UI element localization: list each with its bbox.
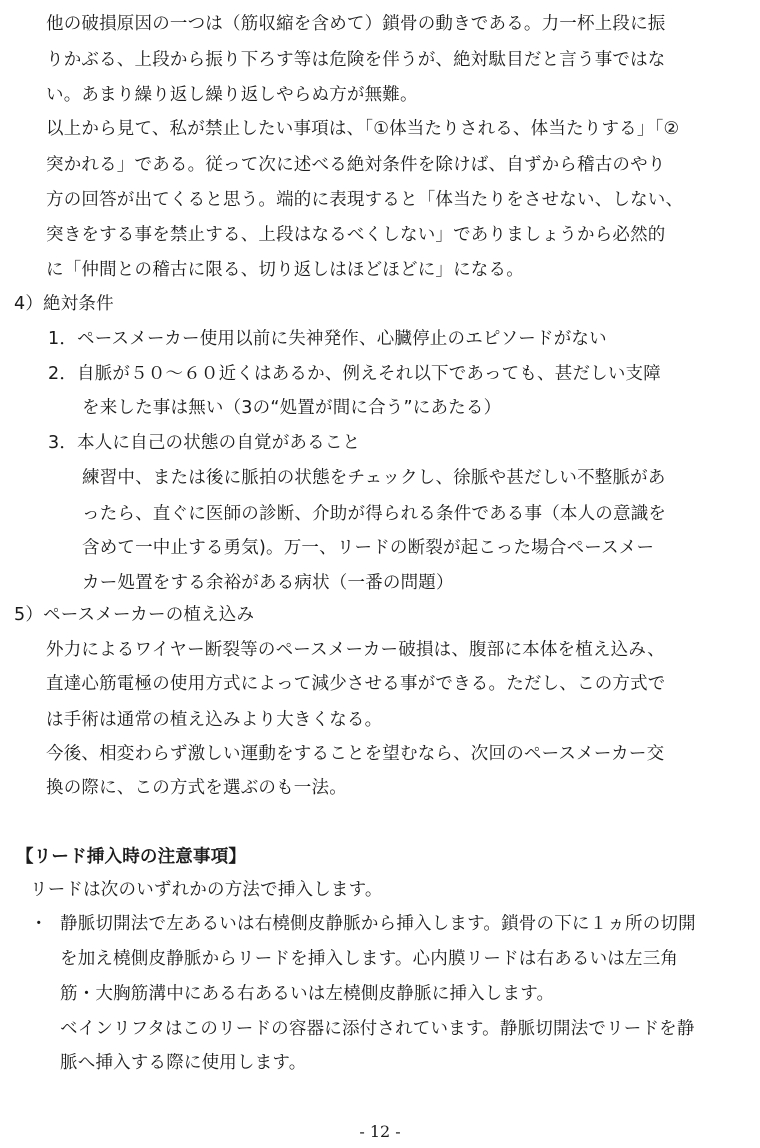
text-line: リードは次のいずれかの方法で挿入します。 xyxy=(30,880,383,900)
list-item: 2．自脈が５０～６０近くはあるか、例えそれ以下であっても、甚だしい支障 xyxy=(48,364,661,384)
section-heading: 5）ペースメーカーの植え込み xyxy=(14,605,255,625)
notes-heading: 【リード挿入時の注意事項】 xyxy=(16,847,247,867)
text-line: 静脈切開法で左あるいは右橈側皮静脈から挿入します。鎖骨の下に１ヵ所の切開 xyxy=(60,914,696,934)
text-line: 突かれる」である。従って次に述べる絶対条件を除けば、自ずから稽古のやり xyxy=(46,155,666,175)
text-line: を加え橈側皮静脈からリードを挿入します。心内膜リードは右あるいは左三角 xyxy=(60,949,679,969)
text-line: ったら、直ぐに医師の診断、介助が得られる条件である事（本人の意識を xyxy=(82,504,667,524)
text-line: りかぶる、上段から振り下ろす等は危険を伴うが、絶対駄目だと言う事ではな xyxy=(46,50,666,70)
text-line: 今後、相変わらず激しい運動をすることを望むなら、次回のペースメーカー交 xyxy=(46,744,665,764)
text-line: 直達心筋電極の使用方式によって減少させる事ができる。ただし、この方式で xyxy=(46,674,666,694)
text-line: 脈へ挿入する際に使用します。 xyxy=(60,1053,307,1073)
text-line: 換の際に、この方式を選ぶのも一法。 xyxy=(46,778,347,798)
text-line: 練習中、または後に脈拍の状態をチェックし、徐脈や甚だしい不整脈があ xyxy=(82,468,666,488)
list-item: 1．ペースメーカー使用以前に失神発作、心臓停止のエピソードがない xyxy=(48,329,607,349)
text-line: を来した事は無い（3の“処置が間に合う”にあたる） xyxy=(82,398,502,418)
text-line: い。あまり繰り返し繰り返しやらぬ方が無難。 xyxy=(46,85,418,105)
text-line: ベインリフタはこのリードの容器に添付されています。静脈切開法でリードを静 xyxy=(60,1019,695,1039)
list-item: 3．本人に自己の状態の自覚があること xyxy=(48,433,361,453)
text-line: 外力によるワイヤー断裂等のペースメーカー破損は、腹部に本体を植え込み、 xyxy=(46,640,665,660)
text-line: は手術は通常の植え込みより大きくなる。 xyxy=(46,710,383,730)
text-line: 含めて一中止する勇気)。万一、リードの断裂が起こった場合ペースメー xyxy=(82,538,655,558)
text-line: 突きをする事を禁止する、上段はなるべくしない」でありましょうから必然的 xyxy=(46,225,666,245)
text-line: 方の回答が出てくると思う。端的に表現すると「体当たりをさせない、しない、 xyxy=(46,190,684,210)
text-line: 以上から見て、私が禁止したい事項は、「①体当たりされる、体当たりする」「② xyxy=(46,119,680,139)
text-line: 筋・大胸筋溝中にある右あるいは左橈側皮静脈に挿入します。 xyxy=(60,984,555,1004)
section-heading: 4）絶対条件 xyxy=(14,294,114,314)
text-line: カー処置をする余裕がある病状（一番の問題） xyxy=(82,573,454,593)
page-number: - 12 - xyxy=(359,1122,401,1141)
bullet: ・ xyxy=(30,914,48,934)
text-line: 他の破損原因の一つは（筋収縮を含めて）鎖骨の動きである。力一杯上段に振 xyxy=(46,14,666,34)
text-line: に「仲間との稽古に限る、切り返しはほどほどに」になる。 xyxy=(46,260,524,280)
